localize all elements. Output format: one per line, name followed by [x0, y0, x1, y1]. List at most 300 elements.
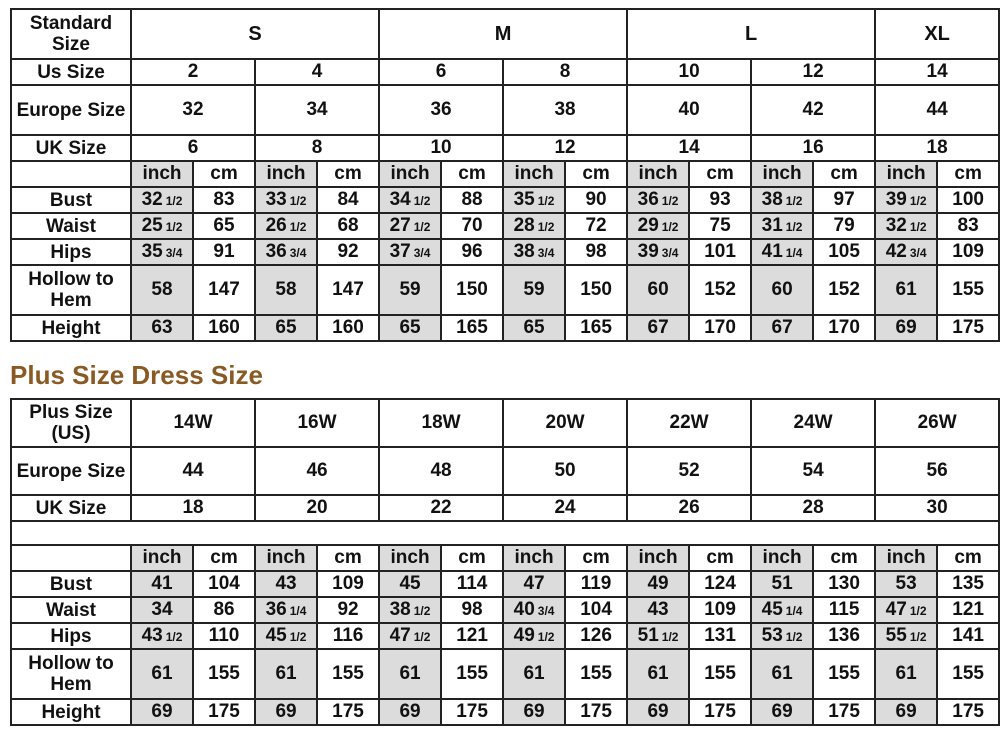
inch-value	[379, 623, 441, 649]
cm-value: 101	[689, 239, 751, 265]
inch-fraction: 1/2	[289, 194, 307, 208]
inch-value	[379, 597, 441, 623]
cm-value: 155	[193, 649, 255, 699]
cm-value: 121	[937, 597, 999, 623]
empty-cell	[11, 545, 131, 571]
europe-size-cell: 48	[379, 447, 503, 495]
measure-row	[11, 213, 999, 239]
cm-value: 98	[565, 239, 627, 265]
measure-row	[11, 265, 999, 315]
inch-whole: 31	[761, 215, 783, 236]
inch-value	[131, 699, 193, 725]
size-group: S	[131, 9, 379, 59]
unit-cm: cm	[565, 545, 627, 571]
inch-whole: 51	[771, 573, 793, 594]
inch-value	[379, 571, 441, 597]
inch-fraction: 1/2	[165, 194, 183, 208]
inch-whole: 53	[895, 573, 917, 594]
inch-whole: 32	[141, 189, 163, 210]
inch-fraction: 1/2	[909, 220, 927, 234]
cm-value: 110	[193, 623, 255, 649]
spacer-row	[11, 521, 999, 545]
inch-value	[751, 239, 813, 265]
cm-value: 124	[689, 571, 751, 597]
cm-value: 72	[565, 213, 627, 239]
inch-whole: 53	[761, 625, 783, 646]
uk-size-cell: 26	[627, 495, 751, 521]
inch-whole: 69	[151, 701, 173, 722]
inch-whole: 43	[647, 599, 669, 620]
cm-value: 109	[689, 597, 751, 623]
inch-whole: 29	[637, 215, 659, 236]
cm-value: 83	[937, 213, 999, 239]
measure-row	[11, 239, 999, 265]
size-group: M	[379, 9, 627, 59]
inch-value	[131, 315, 193, 341]
inch-value	[131, 597, 193, 623]
europe-size-cell: 36	[379, 85, 503, 135]
plus-size-cell: 26W	[875, 399, 999, 447]
cm-value: 147	[317, 265, 379, 315]
inch-value	[751, 649, 813, 699]
inch-value	[875, 571, 937, 597]
row-label: Hips	[11, 623, 131, 649]
unit-inch: inch	[627, 161, 689, 187]
inch-whole: 65	[275, 317, 297, 338]
inch-whole: 67	[647, 317, 669, 338]
inch-fraction: 3/4	[289, 246, 307, 260]
plus-us-row	[11, 399, 999, 447]
uk-size-cell: 30	[875, 495, 999, 521]
cm-value: 121	[441, 623, 503, 649]
uk-size-cell: 28	[751, 495, 875, 521]
inch-value	[379, 699, 441, 725]
row-label: Us Size	[11, 59, 131, 85]
unit-cm: cm	[193, 161, 255, 187]
inch-value	[255, 571, 317, 597]
inch-whole: 37	[389, 241, 411, 262]
inch-fraction: 1/2	[413, 220, 431, 234]
inch-value	[503, 597, 565, 623]
europe-size-cell: 46	[255, 447, 379, 495]
cm-value: 147	[193, 265, 255, 315]
cm-value: 70	[441, 213, 503, 239]
europe-size-cell: 34	[255, 85, 379, 135]
cm-value: 135	[937, 571, 999, 597]
inch-whole: 61	[399, 663, 421, 684]
row-label: UK Size	[11, 135, 131, 161]
inch-value	[751, 187, 813, 213]
inch-whole: 36	[637, 189, 659, 210]
inch-whole: 59	[523, 279, 545, 300]
cm-value: 130	[813, 571, 875, 597]
cm-value: 65	[193, 213, 255, 239]
cm-value: 165	[441, 315, 503, 341]
cm-value: 115	[813, 597, 875, 623]
unit-inch: inch	[131, 161, 193, 187]
us-size-cell: 10	[627, 59, 751, 85]
unit-cm: cm	[317, 545, 379, 571]
inch-whole: 27	[389, 215, 411, 236]
inch-value	[751, 265, 813, 315]
cm-value: 160	[317, 315, 379, 341]
cm-value: 155	[565, 649, 627, 699]
cm-value: 109	[317, 571, 379, 597]
inch-value	[751, 571, 813, 597]
cm-value: 92	[317, 239, 379, 265]
inch-value	[131, 571, 193, 597]
inch-whole: 35	[513, 189, 535, 210]
cm-value: 152	[813, 265, 875, 315]
inch-value	[379, 187, 441, 213]
inch-value	[627, 315, 689, 341]
plus-size-cell: 22W	[627, 399, 751, 447]
inch-value	[131, 623, 193, 649]
cm-value: 90	[565, 187, 627, 213]
inch-fraction: 1/2	[785, 220, 803, 234]
europe-size-cell: 44	[131, 447, 255, 495]
inch-value	[875, 265, 937, 315]
cm-value: 131	[689, 623, 751, 649]
inch-value	[503, 239, 565, 265]
plus-uk-row	[11, 495, 999, 521]
cm-value: 91	[193, 239, 255, 265]
measure-row	[11, 699, 999, 725]
cm-value: 97	[813, 187, 875, 213]
inch-fraction: 3/4	[537, 246, 555, 260]
inch-value	[255, 213, 317, 239]
europe-size-cell: 56	[875, 447, 999, 495]
size-group: L	[627, 9, 875, 59]
inch-whole: 40	[513, 599, 535, 620]
inch-value	[255, 649, 317, 699]
unit-header-row	[11, 161, 999, 187]
uk-size-cell: 20	[255, 495, 379, 521]
inch-value	[503, 699, 565, 725]
cm-value: 175	[565, 699, 627, 725]
inch-value	[875, 239, 937, 265]
cm-value: 155	[441, 649, 503, 699]
inch-fraction: 1/4	[289, 604, 307, 618]
cm-value: 105	[813, 239, 875, 265]
inch-fraction: 1/2	[289, 220, 307, 234]
inch-fraction: 3/4	[413, 246, 431, 260]
inch-value	[255, 187, 317, 213]
inch-whole: 35	[141, 241, 163, 262]
measure-row	[11, 315, 999, 341]
us-size-row	[11, 59, 999, 85]
measure-row	[11, 649, 999, 699]
inch-value	[379, 239, 441, 265]
unit-inch: inch	[255, 545, 317, 571]
unit-cm: cm	[937, 545, 999, 571]
us-size-cell: 2	[131, 59, 255, 85]
inch-value	[627, 699, 689, 725]
inch-value	[627, 265, 689, 315]
inch-fraction: 1/2	[413, 630, 431, 644]
row-label: Waist	[11, 597, 131, 623]
inch-fraction: 3/4	[909, 246, 927, 260]
inch-whole: 39	[885, 189, 907, 210]
plus-size-cell: 18W	[379, 399, 503, 447]
inch-fraction: 1/2	[537, 220, 555, 234]
europe-size-cell: 50	[503, 447, 627, 495]
cm-value: 155	[937, 649, 999, 699]
inch-fraction: 1/2	[909, 194, 927, 208]
inch-value	[503, 315, 565, 341]
measure-row	[11, 623, 999, 649]
unit-inch: inch	[875, 161, 937, 187]
europe-size-cell: 42	[751, 85, 875, 135]
inch-whole: 61	[275, 663, 297, 684]
uk-size-cell: 6	[131, 135, 255, 161]
inch-whole: 45	[761, 599, 783, 620]
cm-value: 100	[937, 187, 999, 213]
inch-value	[627, 239, 689, 265]
inch-whole: 59	[399, 279, 421, 300]
inch-fraction: 1/2	[785, 630, 803, 644]
cm-value: 92	[317, 597, 379, 623]
inch-fraction: 1/2	[661, 630, 679, 644]
inch-whole: 69	[275, 701, 297, 722]
inch-value	[255, 315, 317, 341]
inch-whole: 34	[151, 599, 173, 620]
plus-size-cell: 14W	[131, 399, 255, 447]
cm-value: 126	[565, 623, 627, 649]
cm-value: 141	[937, 623, 999, 649]
cm-value: 109	[937, 239, 999, 265]
cm-value: 155	[813, 649, 875, 699]
inch-whole: 45	[399, 573, 421, 594]
inch-whole: 43	[141, 625, 163, 646]
cm-value: 170	[689, 315, 751, 341]
inch-whole: 58	[151, 279, 173, 300]
cm-value: 104	[565, 597, 627, 623]
cm-value: 155	[937, 265, 999, 315]
europe-size-cell: 52	[627, 447, 751, 495]
measure-row	[11, 187, 999, 213]
inch-whole: 42	[885, 241, 907, 262]
inch-fraction: 1/2	[537, 630, 555, 644]
cm-value: 114	[441, 571, 503, 597]
uk-size-cell: 10	[379, 135, 503, 161]
inch-value	[751, 597, 813, 623]
inch-whole: 61	[895, 279, 917, 300]
unit-inch: inch	[627, 545, 689, 571]
inch-whole: 39	[637, 241, 659, 262]
size-group: XL	[875, 9, 999, 59]
row-label: Waist	[11, 213, 131, 239]
inch-value	[875, 213, 937, 239]
row-label: Height	[11, 699, 131, 725]
us-size-cell: 12	[751, 59, 875, 85]
inch-value	[131, 213, 193, 239]
inch-fraction: 1/2	[909, 604, 927, 618]
inch-value	[627, 213, 689, 239]
europe-size-cell: 32	[131, 85, 255, 135]
inch-value	[751, 213, 813, 239]
inch-value	[503, 571, 565, 597]
cm-value: 150	[565, 265, 627, 315]
row-label: Plus Size (US)	[11, 399, 131, 447]
unit-inch: inch	[503, 161, 565, 187]
unit-inch: inch	[751, 161, 813, 187]
standard-size-row	[11, 9, 999, 59]
inch-value	[875, 187, 937, 213]
inch-fraction: 3/4	[661, 246, 679, 260]
inch-whole: 69	[523, 701, 545, 722]
inch-fraction: 1/2	[537, 194, 555, 208]
uk-size-row	[11, 135, 999, 161]
cm-value: 175	[937, 315, 999, 341]
row-label: Hips	[11, 239, 131, 265]
unit-cm: cm	[813, 161, 875, 187]
unit-cm: cm	[689, 161, 751, 187]
unit-cm: cm	[689, 545, 751, 571]
inch-whole: 47	[885, 599, 907, 620]
inch-whole: 49	[647, 573, 669, 594]
us-size-cell: 6	[379, 59, 503, 85]
cm-value: 84	[317, 187, 379, 213]
inch-whole: 60	[771, 279, 793, 300]
row-label: Europe Size	[11, 85, 131, 135]
cm-value: 155	[689, 649, 751, 699]
cm-value: 79	[813, 213, 875, 239]
row-label: Bust	[11, 571, 131, 597]
inch-whole: 69	[771, 701, 793, 722]
unit-inch: inch	[875, 545, 937, 571]
cm-value: 170	[813, 315, 875, 341]
inch-value	[751, 315, 813, 341]
inch-value	[255, 699, 317, 725]
unit-cm: cm	[317, 161, 379, 187]
inch-whole: 61	[647, 663, 669, 684]
inch-whole: 51	[637, 625, 659, 646]
inch-whole: 47	[389, 625, 411, 646]
europe-size-cell: 54	[751, 447, 875, 495]
us-size-cell: 8	[503, 59, 627, 85]
inch-value	[503, 649, 565, 699]
inch-whole: 67	[771, 317, 793, 338]
plus-size-cell: 16W	[255, 399, 379, 447]
inch-value	[255, 597, 317, 623]
inch-value	[503, 265, 565, 315]
plus-size-cell: 20W	[503, 399, 627, 447]
cm-value: 175	[441, 699, 503, 725]
inch-whole: 61	[895, 663, 917, 684]
plus-size-title: Plus Size Dress Size	[10, 360, 263, 390]
cm-value: 165	[565, 315, 627, 341]
plus-size-table	[10, 398, 1000, 726]
inch-fraction: 1/2	[165, 630, 183, 644]
inch-value	[379, 315, 441, 341]
uk-size-cell: 12	[503, 135, 627, 161]
inch-value	[875, 597, 937, 623]
cm-value: 160	[193, 315, 255, 341]
inch-whole: 49	[513, 625, 535, 646]
inch-value	[131, 239, 193, 265]
uk-size-cell: 14	[627, 135, 751, 161]
unit-cm: cm	[441, 161, 503, 187]
uk-size-cell: 8	[255, 135, 379, 161]
cm-value: 75	[689, 213, 751, 239]
inch-value	[131, 649, 193, 699]
inch-whole: 38	[513, 241, 535, 262]
uk-size-cell: 18	[131, 495, 255, 521]
inch-fraction: 1/2	[785, 194, 803, 208]
inch-fraction: 1/2	[661, 194, 679, 208]
inch-fraction: 1/2	[289, 630, 307, 644]
cm-value: 152	[689, 265, 751, 315]
inch-whole: 41	[151, 573, 173, 594]
plus-europe-row	[11, 447, 999, 495]
inch-whole: 25	[141, 215, 163, 236]
cm-value: 88	[441, 187, 503, 213]
inch-fraction: 1/4	[785, 246, 803, 260]
us-size-cell: 4	[255, 59, 379, 85]
inch-whole: 61	[771, 663, 793, 684]
cm-value: 83	[193, 187, 255, 213]
inch-whole: 43	[275, 573, 297, 594]
inch-whole: 26	[265, 215, 287, 236]
inch-whole: 38	[389, 599, 411, 620]
inch-whole: 33	[265, 189, 287, 210]
us-size-cell: 14	[875, 59, 999, 85]
inch-value	[627, 623, 689, 649]
measure-row	[11, 571, 999, 597]
unit-cm: cm	[813, 545, 875, 571]
inch-whole: 45	[265, 625, 287, 646]
cm-value: 155	[317, 649, 379, 699]
unit-inch: inch	[379, 545, 441, 571]
inch-whole: 32	[885, 215, 907, 236]
uk-size-cell: 18	[875, 135, 999, 161]
cm-value: 119	[565, 571, 627, 597]
cm-value: 98	[441, 597, 503, 623]
inch-whole: 38	[761, 189, 783, 210]
row-label: Hollow to Hem	[11, 265, 131, 315]
inch-whole: 28	[513, 215, 535, 236]
inch-value	[627, 571, 689, 597]
inch-fraction: 1/2	[909, 630, 927, 644]
cm-value: 175	[813, 699, 875, 725]
inch-whole: 55	[885, 625, 907, 646]
unit-cm: cm	[565, 161, 627, 187]
row-label: Standard Size	[11, 9, 131, 59]
inch-value	[627, 597, 689, 623]
cm-value: 150	[441, 265, 503, 315]
inch-whole: 61	[523, 663, 545, 684]
inch-fraction: 1/2	[413, 194, 431, 208]
plus-size-cell: 24W	[751, 399, 875, 447]
inch-value	[503, 213, 565, 239]
cm-value: 68	[317, 213, 379, 239]
inch-whole: 34	[389, 189, 411, 210]
inch-fraction: 1/2	[661, 220, 679, 234]
inch-whole: 65	[399, 317, 421, 338]
inch-value	[627, 187, 689, 213]
inch-value	[751, 623, 813, 649]
unit-inch: inch	[131, 545, 193, 571]
inch-whole: 36	[265, 599, 287, 620]
inch-fraction: 3/4	[165, 246, 183, 260]
inch-whole: 61	[151, 663, 173, 684]
cm-value: 104	[193, 571, 255, 597]
inch-fraction: 1/2	[165, 220, 183, 234]
inch-value	[503, 623, 565, 649]
inch-whole: 47	[523, 573, 545, 594]
row-label: Bust	[11, 187, 131, 213]
